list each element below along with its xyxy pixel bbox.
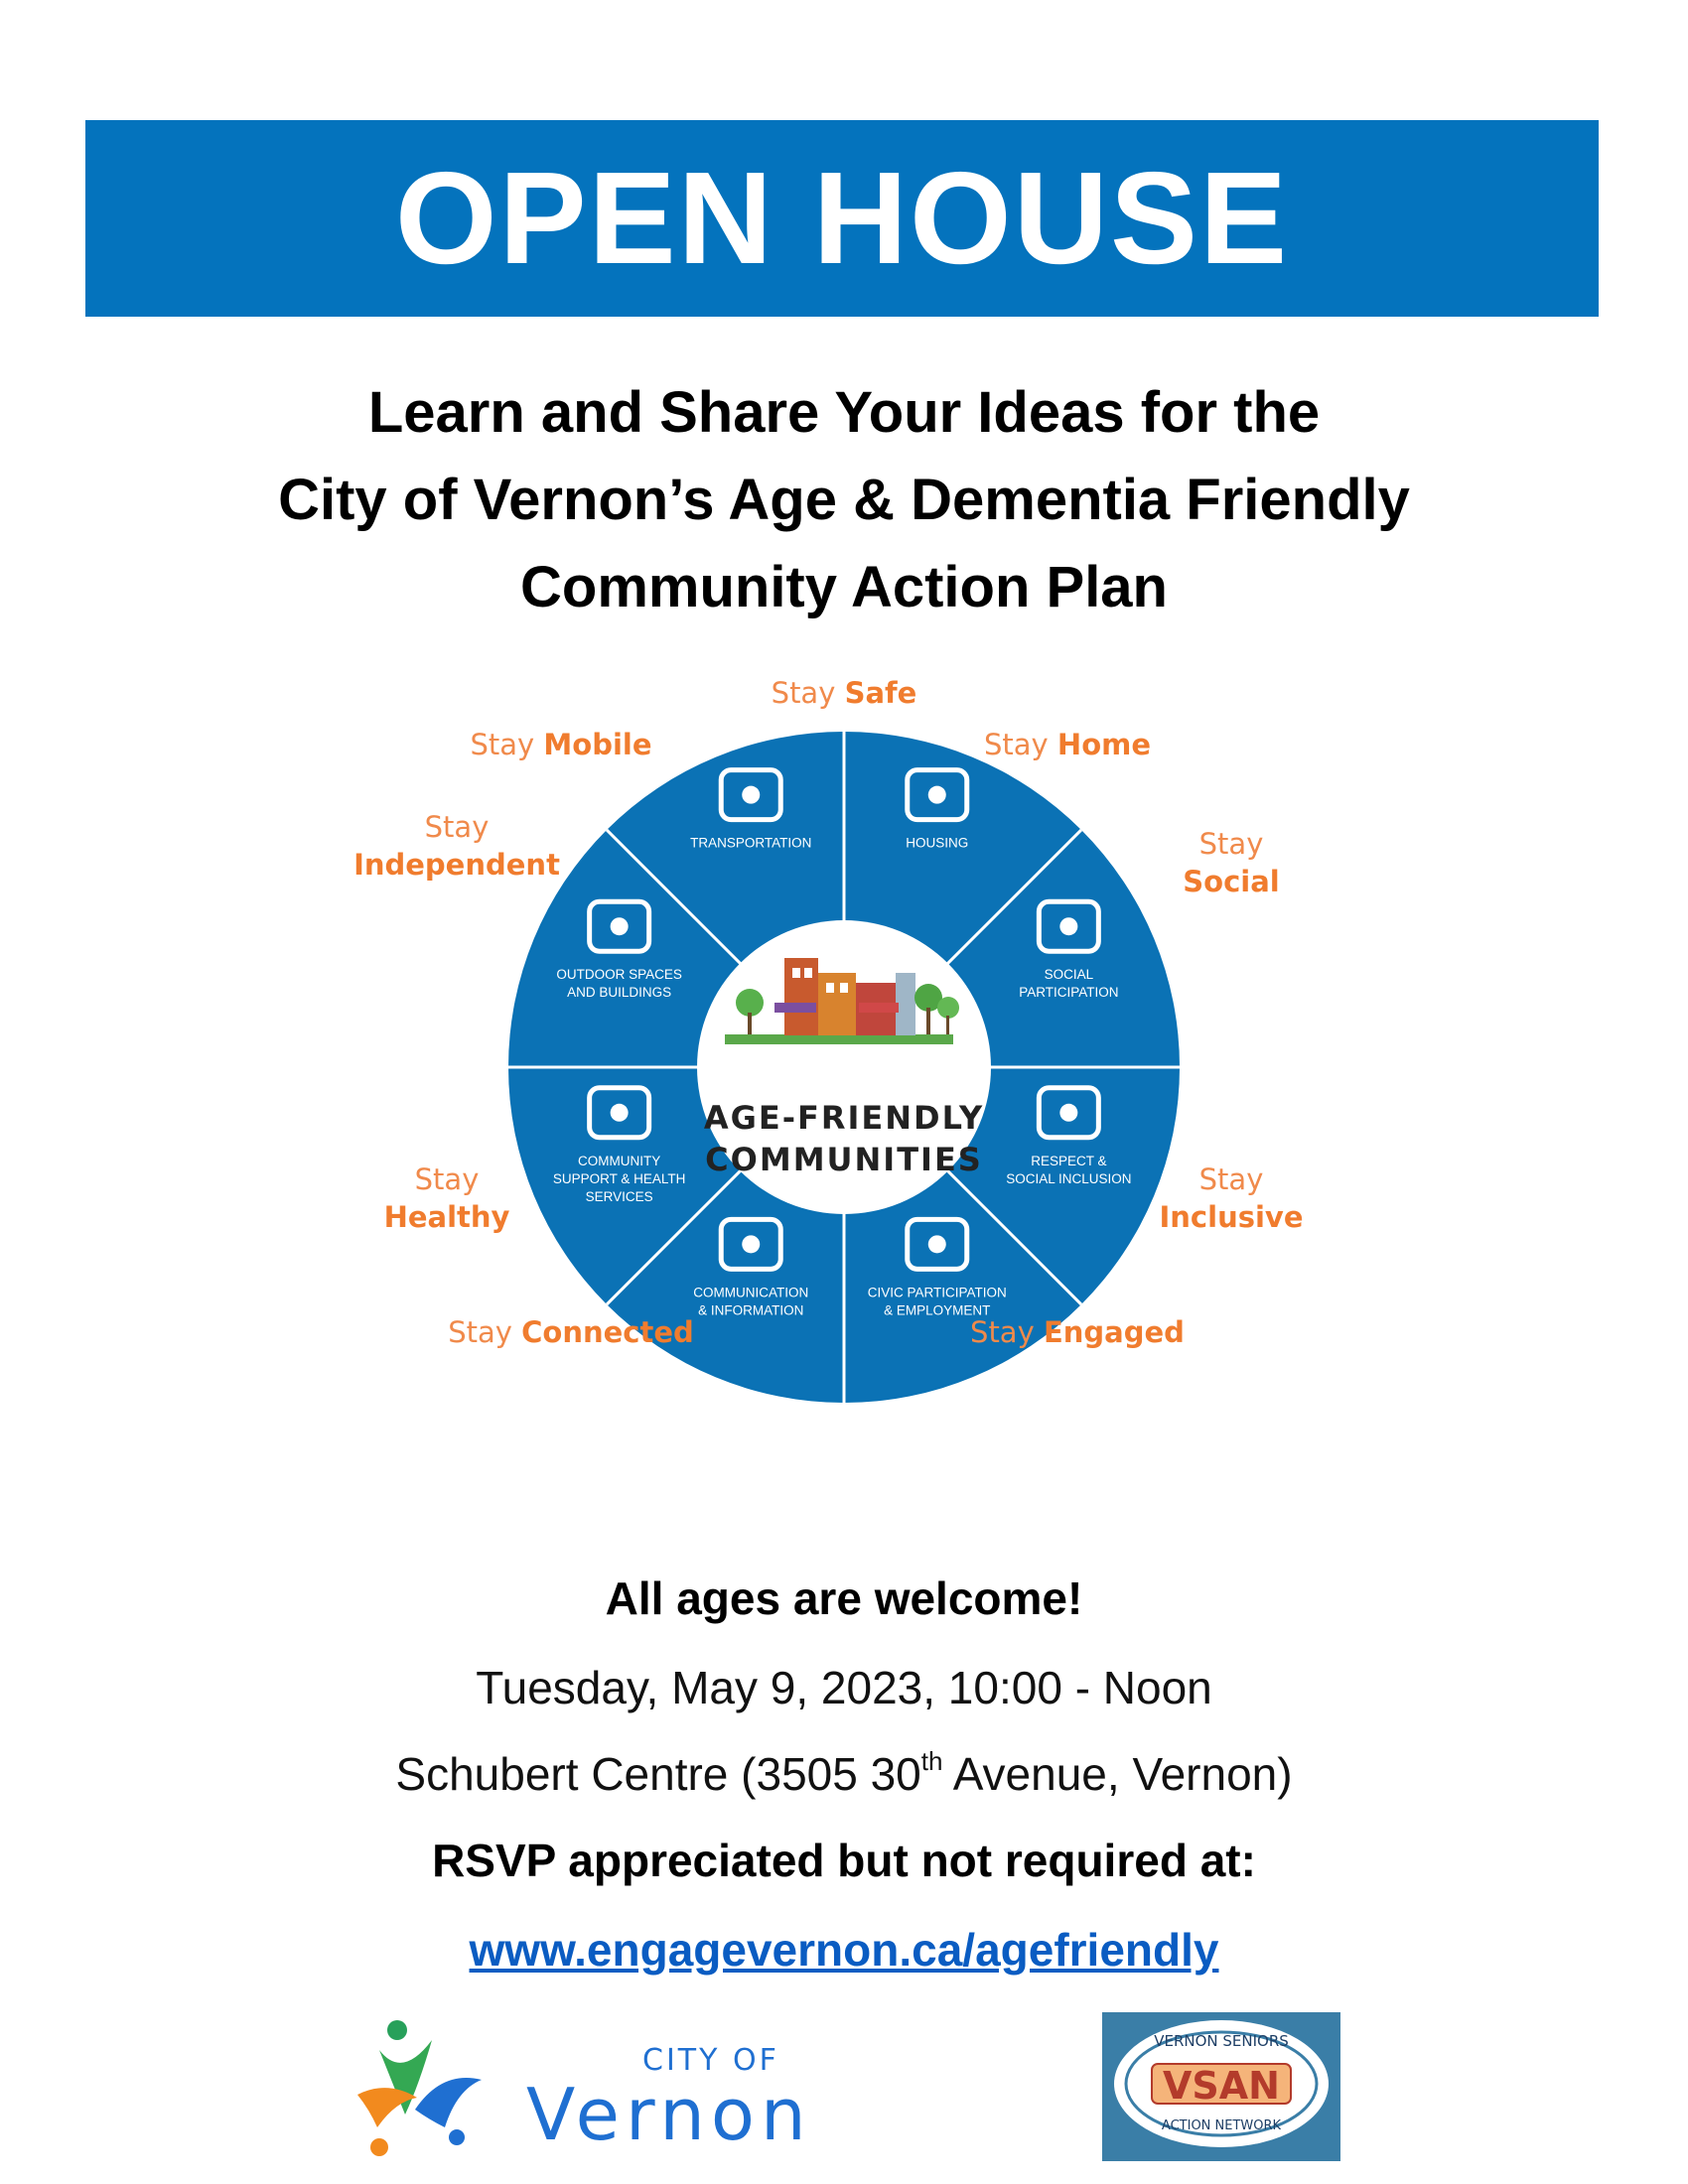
segment-label: COMMUNITY <box>578 1153 661 1168</box>
segment-label: HOUSING <box>906 835 969 851</box>
banner-title: OPEN HOUSE <box>394 145 1290 291</box>
segment-label: PARTICIPATION <box>1019 985 1119 1001</box>
subtitle-line-1: Learn and Share Your Ideas for the <box>367 380 1321 445</box>
svg-text:Stay: Stay <box>1198 827 1264 861</box>
stay-label-connected <box>448 1315 694 1349</box>
stay-label-social <box>1183 827 1279 898</box>
svg-text:Stay Connected: Stay Connected <box>448 1315 694 1349</box>
segment-label: AND BUILDINGS <box>567 985 672 1001</box>
vsan-logo-top: VERNON SENIORS <box>1154 2032 1289 2050</box>
svg-text:Stay Home: Stay Home <box>983 728 1152 761</box>
vsan-logo <box>1102 2012 1340 2161</box>
vsan-logo-middle: VSAN <box>1163 2064 1280 2108</box>
svg-text:Stay: Stay <box>414 1162 480 1196</box>
center-title-line-2: COMMUNITIES <box>705 1141 983 1178</box>
stay-label-home <box>984 728 1151 761</box>
center-title-line-1: AGE-FRIENDLY <box>703 1099 985 1137</box>
stay-label-inclusive <box>1160 1162 1304 1234</box>
segment-label: CIVIC PARTICIPATION <box>867 1285 1007 1300</box>
segment-label: TRANSPORTATION <box>690 835 812 851</box>
svg-text:Inclusive: Inclusive <box>1159 1200 1304 1234</box>
stay-label-safe <box>772 676 917 710</box>
stay-label-engaged <box>970 1315 1185 1349</box>
title-banner <box>85 120 1599 317</box>
segment-label: SOCIAL <box>1044 967 1094 983</box>
stay-label-mobile <box>470 728 651 761</box>
svg-text:Stay: Stay <box>1198 1162 1264 1196</box>
segment-label: SOCIAL INCLUSION <box>1006 1170 1132 1186</box>
segment-label: COMMUNICATION <box>693 1285 809 1300</box>
segment-label: SERVICES <box>585 1188 653 1204</box>
svg-text:Independent: Independent <box>353 848 560 882</box>
rsvp-link[interactable]: www.engagevernon.ca/agefriendly <box>469 1924 1219 1976</box>
age-friendly-wheel-diagram <box>348 675 1340 1469</box>
segment-label: & INFORMATION <box>698 1302 804 1318</box>
venue-post: Avenue, Vernon) <box>942 1748 1293 1800</box>
event-venue <box>0 1732 1688 1816</box>
subtitle <box>0 369 1688 631</box>
event-info <box>0 1554 1688 1994</box>
city-logo-line2: Vernon <box>526 2073 812 2156</box>
vsan-logo-bottom: ACTION NETWORK <box>1161 2118 1282 2133</box>
segment-label: & EMPLOYMENT <box>884 1302 991 1318</box>
city-logo-line1: CITY OF <box>642 2043 779 2078</box>
center-circle <box>697 920 991 1214</box>
subtitle-line-3: Community Action Plan <box>520 555 1168 619</box>
venue-pre: Schubert Centre (3505 30 <box>395 1748 921 1800</box>
stay-label-independent <box>353 810 560 882</box>
segment-label: OUTDOOR SPACES <box>556 967 682 983</box>
svg-text:Healthy: Healthy <box>383 1200 510 1234</box>
subtitle-line-2: City of Vernon’s Age & Dementia Friendly <box>278 468 1410 532</box>
svg-text:Stay: Stay <box>424 810 490 844</box>
welcome-text: All ages are welcome! <box>605 1572 1083 1624</box>
stay-label-healthy <box>384 1162 510 1234</box>
svg-text:Stay Engaged: Stay Engaged <box>970 1315 1185 1349</box>
city-figure-icon <box>357 2020 482 2156</box>
segment-label: RESPECT & <box>1031 1153 1107 1168</box>
svg-text:Stay Mobile: Stay Mobile <box>470 728 652 761</box>
svg-text:Social: Social <box>1183 865 1280 898</box>
venue-sup: th <box>920 1746 943 1776</box>
event-date: Tuesday, May 9, 2023, 10:00 - Noon <box>476 1662 1212 1713</box>
svg-text:Stay Safe: Stay Safe <box>771 676 917 710</box>
city-of-vernon-logo <box>357 2010 854 2169</box>
rsvp-text: RSVP appreciated but not required at: <box>432 1835 1256 1886</box>
segment-label: SUPPORT & HEALTH <box>552 1170 686 1186</box>
